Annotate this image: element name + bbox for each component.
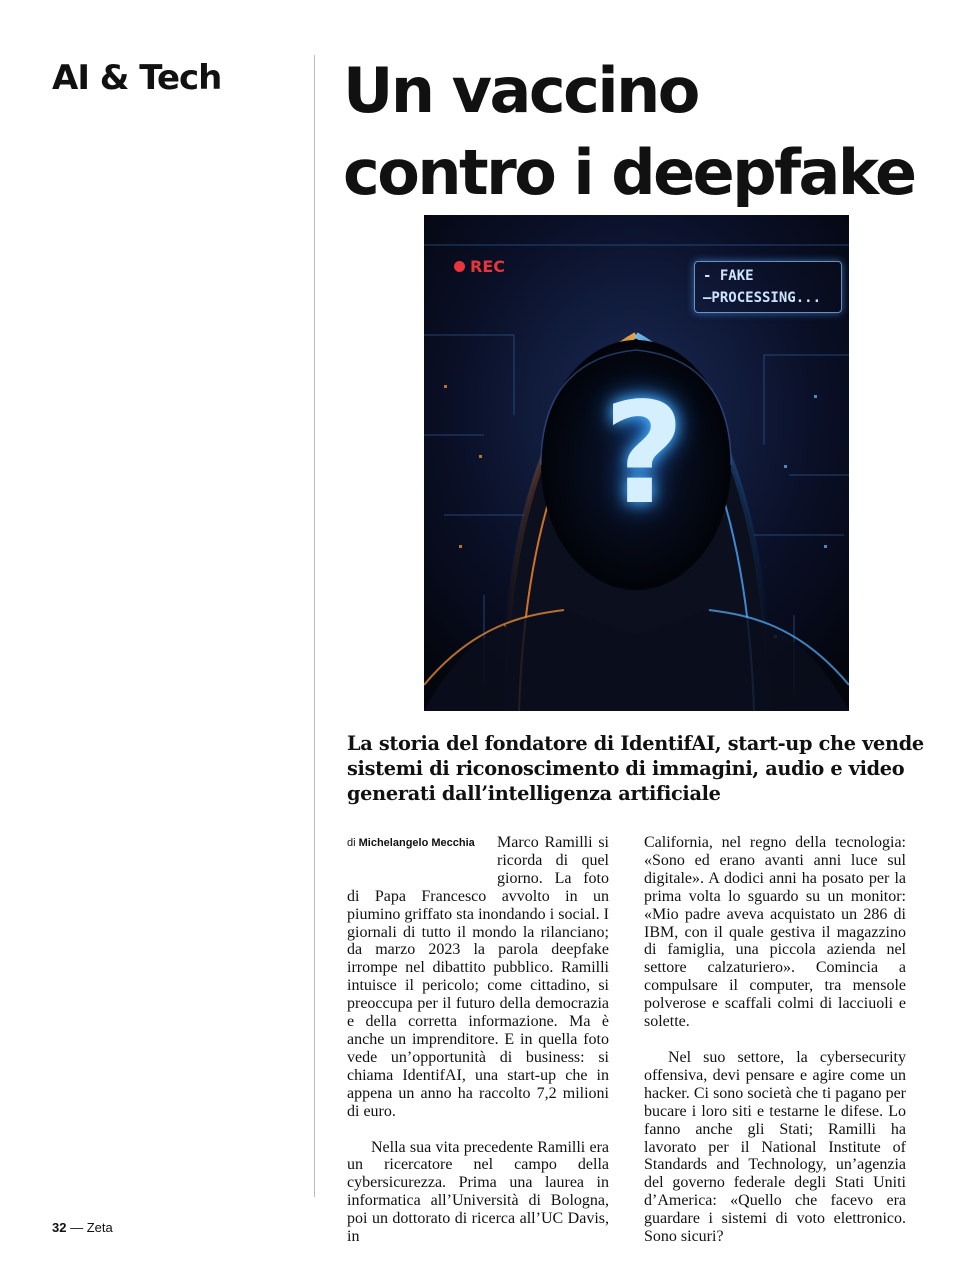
body-paragraph-1: Marco Ramilli si ricorda di quel giorno. La foto di Papa Francesco avvolto in un piumino griffato sta inondando i social. I giornali di tutto il mondo la rilanciano; da marzo 2023 la parola deepfake irrompe nel dibattito pubblico. Ramilli intuisce il pericolo; come cittadino, si preoccupa per il futuro della democrazia e della corretta informazione. Ma è anche un imprenditore. E in quella foto vede un’opportunità di business: si chiama IdentifAI, una start-up che in appena un anno ha raccolto 7,2 milioni di euro. bbox=[347, 834, 609, 1120]
rec-text: REC bbox=[470, 257, 505, 276]
fake-processing-box bbox=[694, 261, 842, 313]
rec-indicator bbox=[454, 257, 505, 276]
page-title bbox=[343, 50, 963, 214]
footer-separator: — bbox=[66, 1220, 87, 1235]
headline-line-1: Un vaccino bbox=[343, 54, 698, 127]
byline bbox=[347, 834, 497, 870]
column-divider bbox=[314, 55, 315, 1197]
fake-line-1: - FAKE bbox=[703, 268, 754, 284]
body-paragraph-3: California, nel regno della tecnologia: «Sono ed erano avanti anni luce sul digitale». A dodici anni ha posato per la prima volta lo sguardo su un monitor: «Mio padre aveva acquistato un 286 di IBM, con il quale gestiva il magazzino di famiglia, una piccola azienda nel settore calzaturiero». Comincia a compulsare il computer, tra mensole polverose e scaffali colmi di lacciuoli e solette. bbox=[644, 834, 906, 1031]
hero-image bbox=[424, 215, 849, 711]
byline-author: Michelangelo Mecchia bbox=[358, 837, 475, 849]
question-mark-icon: ? bbox=[603, 373, 685, 536]
article-column-1 bbox=[347, 834, 609, 1246]
rec-dot-icon bbox=[454, 261, 465, 272]
page-footer bbox=[52, 1220, 113, 1235]
body-paragraph-4: Nel suo settore, la cybersecurity offensiva, devi pensare e agire come un hacker. Ci sono società che ti pagano per bucare i loro siti e testarne le difese. Lo fanno anche gli Stati; Ramilli ha lavorato per il National Institute of Standards and Technology, un’agenzia del governo federale degli Stati Uniti d’America: «Quello che facevo era guardare i sistemi di voto elettronico. Sono sicuri? bbox=[644, 1048, 906, 1246]
article-column-2 bbox=[644, 834, 906, 1246]
subheadline: La storia del fondatore di IdentifAI, start-up che vende sistemi di riconoscimento di immagini, audio e video generati dall’intelligenza artificiale bbox=[347, 732, 924, 805]
page-number: 32 bbox=[52, 1220, 67, 1235]
fake-line-2: —PROCESSING... bbox=[703, 290, 822, 306]
headline-line-2: contro i deepfake bbox=[343, 136, 915, 209]
section-label: AI & Tech bbox=[52, 58, 222, 98]
body-paragraph-2: Nella sua vita precedente Ramilli era un ricercatore nel campo della cybersicurezza. Prima una laurea in informatica all’Università di Bologna, poi un dottorato di ricerca all’UC Davis, in bbox=[347, 1138, 609, 1246]
magazine-name: Zeta bbox=[86, 1220, 113, 1235]
byline-prefix: di bbox=[347, 837, 356, 849]
